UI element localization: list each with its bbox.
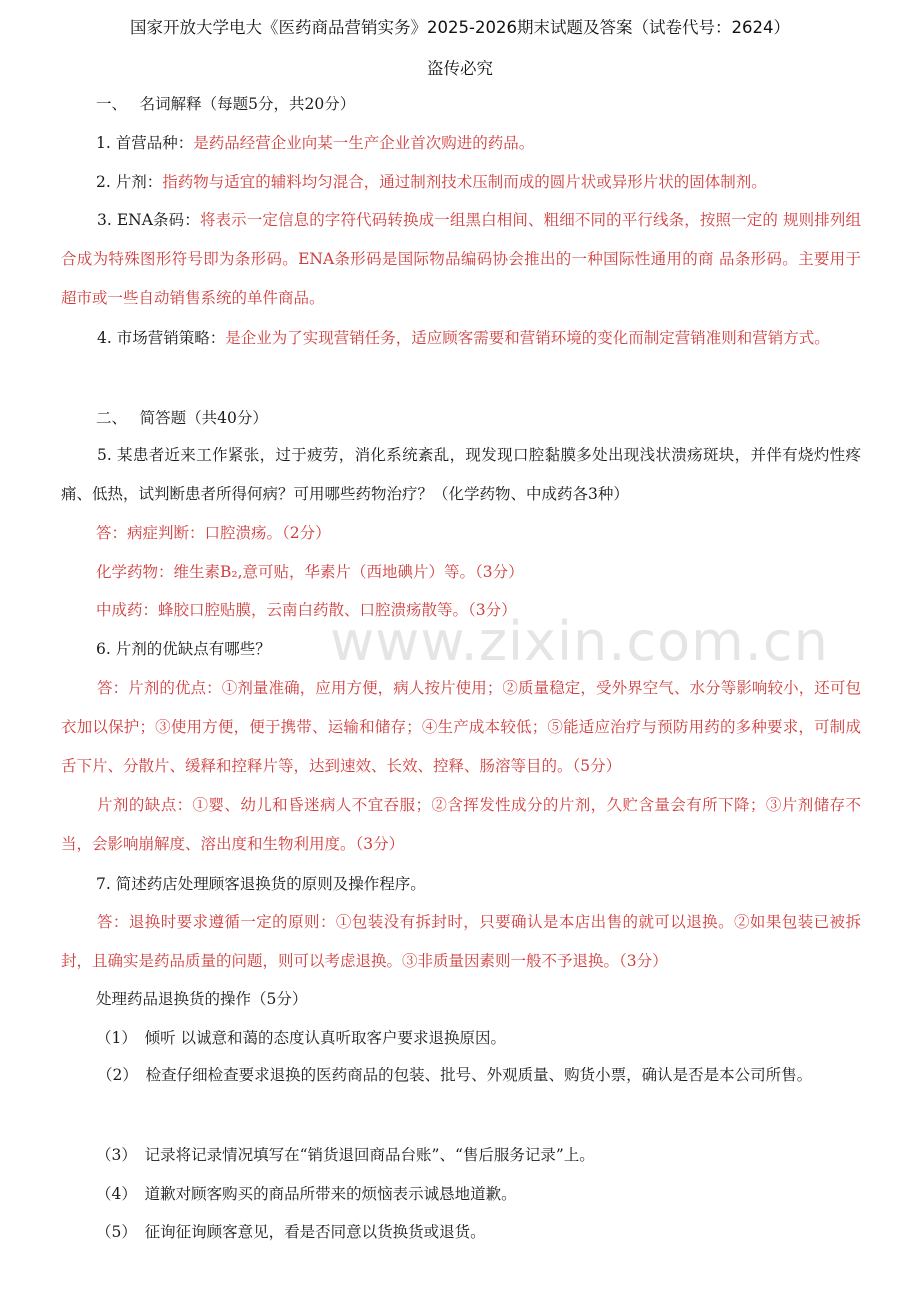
operation-step-5: （5） 征询征询顾客意见，看是否同意以货换货或退货。 (96, 1223, 486, 1241)
question-4 (61, 319, 861, 358)
operation-step-3: （3） 记录将记录情况填写在“销货退回商品台账”、“售后服务记录”上。 (96, 1146, 595, 1164)
section2-heading: 二、 简答题（共40分） (96, 409, 268, 427)
question-2-answer: 指药物与适宜的辅料均匀混合，通过制剂技术压制而成的圆片状或异形片状的固体制剂。 (162, 173, 767, 191)
operations-heading: 处理药品退换货的操作（5分） (96, 990, 308, 1008)
question-2-label: 2. 片剂： (96, 173, 163, 191)
operation-step-1: （1） 倾听 以诚意和蔼的态度认真听取客户要求退换原因。 (96, 1029, 507, 1047)
question-5-answer-1: 答：病症判断：口腔溃疡。（2分） (96, 524, 331, 542)
page-subtitle: 盗传必究 (427, 59, 493, 78)
question-6-answer-2: 片剂的缺点：①婴、幼儿和昏迷病人不宜吞服；②含挥发性成分的片剂，久贮含量会有所下降；③片剂储存不当，会影响崩解度、溶出度和生物利用度。（3分） (61, 796, 861, 853)
question-4-answer: 是企业为了实现营销任务，适应顾客需要和营销环境的变化而制定营销准则和营销方式。 (225, 329, 830, 347)
question-3 (61, 201, 861, 318)
question-3-answer: 将表示一定信息的字符代码转换成一组黑白相间、粗细不同的平行线条，按照一定的 规则排列组合成为特殊图形符号即为条形码。ENA条形码是国际物品编码协会推出的一种国际性通用的商 品条形码。主要用于超市或一些自动销售系统的单件商品。 (61, 211, 861, 307)
question-3-label: 3. ENA条码： (97, 211, 200, 229)
question-7: 7. 简述药店处理顾客退换货的原则及操作程序。 (96, 875, 426, 893)
question-1-label: 1. 首营品种： (96, 134, 194, 152)
page-title: 国家开放大学电大《医药商品营销实务》2025-2026期末试题及答案（试卷代号：2624） (130, 18, 790, 37)
watermark: www.zixin.com.cn (330, 610, 829, 673)
question-1-answer: 是药品经营企业向某一生产企业首次购进的药品。 (193, 134, 535, 152)
question-7-answer-1: 答：退换时要求遵循一定的原则：①包装没有拆封时，只要确认是本店出售的就可以退换。②如果包装已被拆封，且确实是药品质量的问题，则可以考虑退换。③非质量因素则一般不予退换。（3分） (61, 913, 861, 970)
question-1 (96, 133, 534, 153)
question-4-label: 4. 市场营销策略： (97, 329, 226, 347)
question-5-answer-2: 化学药物：维生素B₂,意可贴，华素片（西地碘片）等。（3分） (96, 563, 524, 581)
question-6-answer-1: 答：片剂的优点：①剂量准确，应用方便，病人按片使用；②质量稳定，受外界空气、水分等影响较小，还可包衣加以保护；③使用方便，便于携带、运输和储存；④生产成本较低；⑤能适应治疗与预防用药的多种要求，可制成舌下片、分散片、缓释和控释片等，达到速效、长效、控释、肠溶等目的。（5分） (61, 679, 861, 775)
question-2 (96, 172, 767, 192)
operation-step-4: （4） 道歉对顾客购买的商品所带来的烦恼表示诚恳地道歉。 (96, 1185, 517, 1203)
question-5-answer-3: 中成药：蜂胶口腔贴膜，云南白药散、口腔溃疡散等。（3分） (96, 601, 517, 619)
question-5: 5. 某患者近来工作紧张，过于疲劳，消化系统紊乱，现发现口腔黏膜多处出现浅状溃疡斑块，并伴有烧灼性疼痛、低热，试判断患者所得何病？可用哪些药物治疗？（化学药物、中成药各3种） (61, 446, 861, 503)
section1-heading: 一、 名词解释（每题5分，共20分） (96, 95, 356, 113)
question-6: 6. 片剂的优缺点有哪些？ (96, 640, 271, 658)
operation-step-2: （2） 检查仔细检查要求退换的医药商品的包装、批号、外观质量、购货小票，确认是否是本公司所售。 (97, 1066, 813, 1084)
